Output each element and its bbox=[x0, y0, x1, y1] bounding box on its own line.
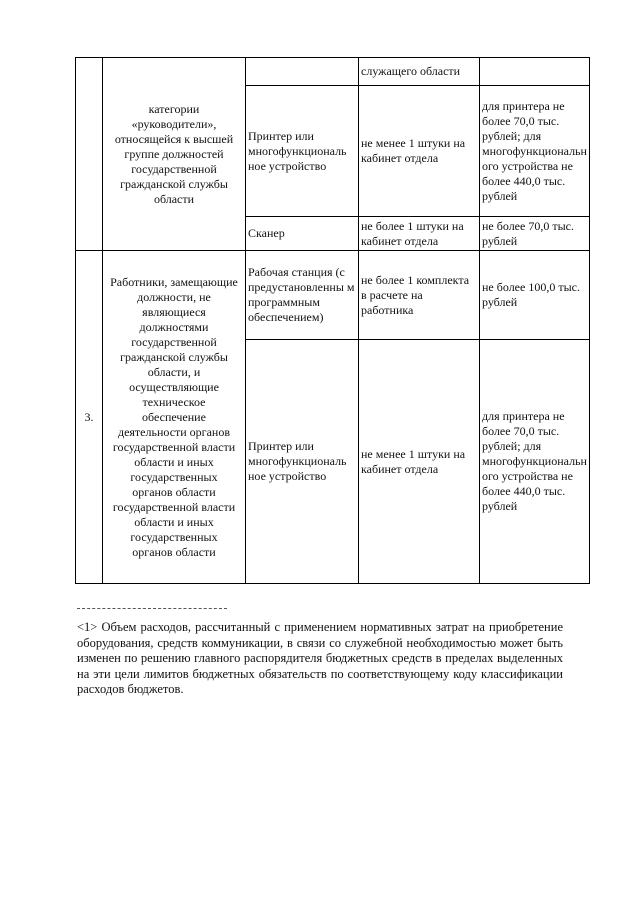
device-cell: Сканер bbox=[246, 217, 359, 251]
price-cell: не более 70,0 тыс. рублей bbox=[480, 217, 590, 251]
quantity-cell: не менее 1 штуки на кабинет отдела bbox=[359, 340, 480, 584]
price-cell: не более 100,0 тыс. рублей bbox=[480, 251, 590, 340]
device-cell: Принтер или многофункциональ ное устройство bbox=[246, 340, 359, 584]
category-cell: категории «руководители», относящейся к высшей группе должностей государственной гражданской службы области bbox=[103, 58, 246, 251]
footnote-text: <1> Объем расходов, рассчитанный с применением нормативных затрат на приобретение оборудования, средств коммуникации, в связи со служебной необходимостью может быть изменен по решению главного распорядителя бюджетных средств в пределах выделенных на эти цели лимитов бюджетных обязательств по соответствующему коду классификации расходов бюджетов. bbox=[77, 620, 563, 696]
device-cell: Принтер или многофункциональ ное устройство bbox=[246, 86, 359, 217]
table-row bbox=[76, 58, 590, 86]
row-number-cell: 3. bbox=[76, 251, 103, 584]
footnote-separator bbox=[77, 608, 227, 609]
table-row bbox=[76, 251, 590, 340]
quantity-cell: служащего области bbox=[359, 58, 480, 86]
device-cell: Рабочая станция (с предустановленны м программным обеспечением) bbox=[246, 251, 359, 340]
price-cell bbox=[480, 58, 590, 86]
row-number-cell bbox=[76, 58, 103, 251]
price-cell: для принтера не более 70,0 тыс. рублей; для многофункциональн ого устройства не более 440,0 тыс. рублей bbox=[480, 86, 590, 217]
price-cell: для принтера не более 70,0 тыс. рублей; для многофункциональн ого устройства не более 440,0 тыс. рублей bbox=[480, 340, 590, 584]
device-cell bbox=[246, 58, 359, 86]
quantity-cell: не более 1 комплекта в расчете на работника bbox=[359, 251, 480, 340]
category-cell: Работники, замещающие должности, не являющиеся должностями государственной гражданской службы области, и осуществляющие техническое обеспечение деятельности органов государственной власти области и иных государственных органов области государственной власти области и иных государственных органов области bbox=[103, 251, 246, 584]
quantity-cell: не менее 1 штуки на кабинет отдела bbox=[359, 86, 480, 217]
equipment-norms-table bbox=[75, 57, 590, 584]
quantity-cell: не более 1 штуки на кабинет отдела bbox=[359, 217, 480, 251]
